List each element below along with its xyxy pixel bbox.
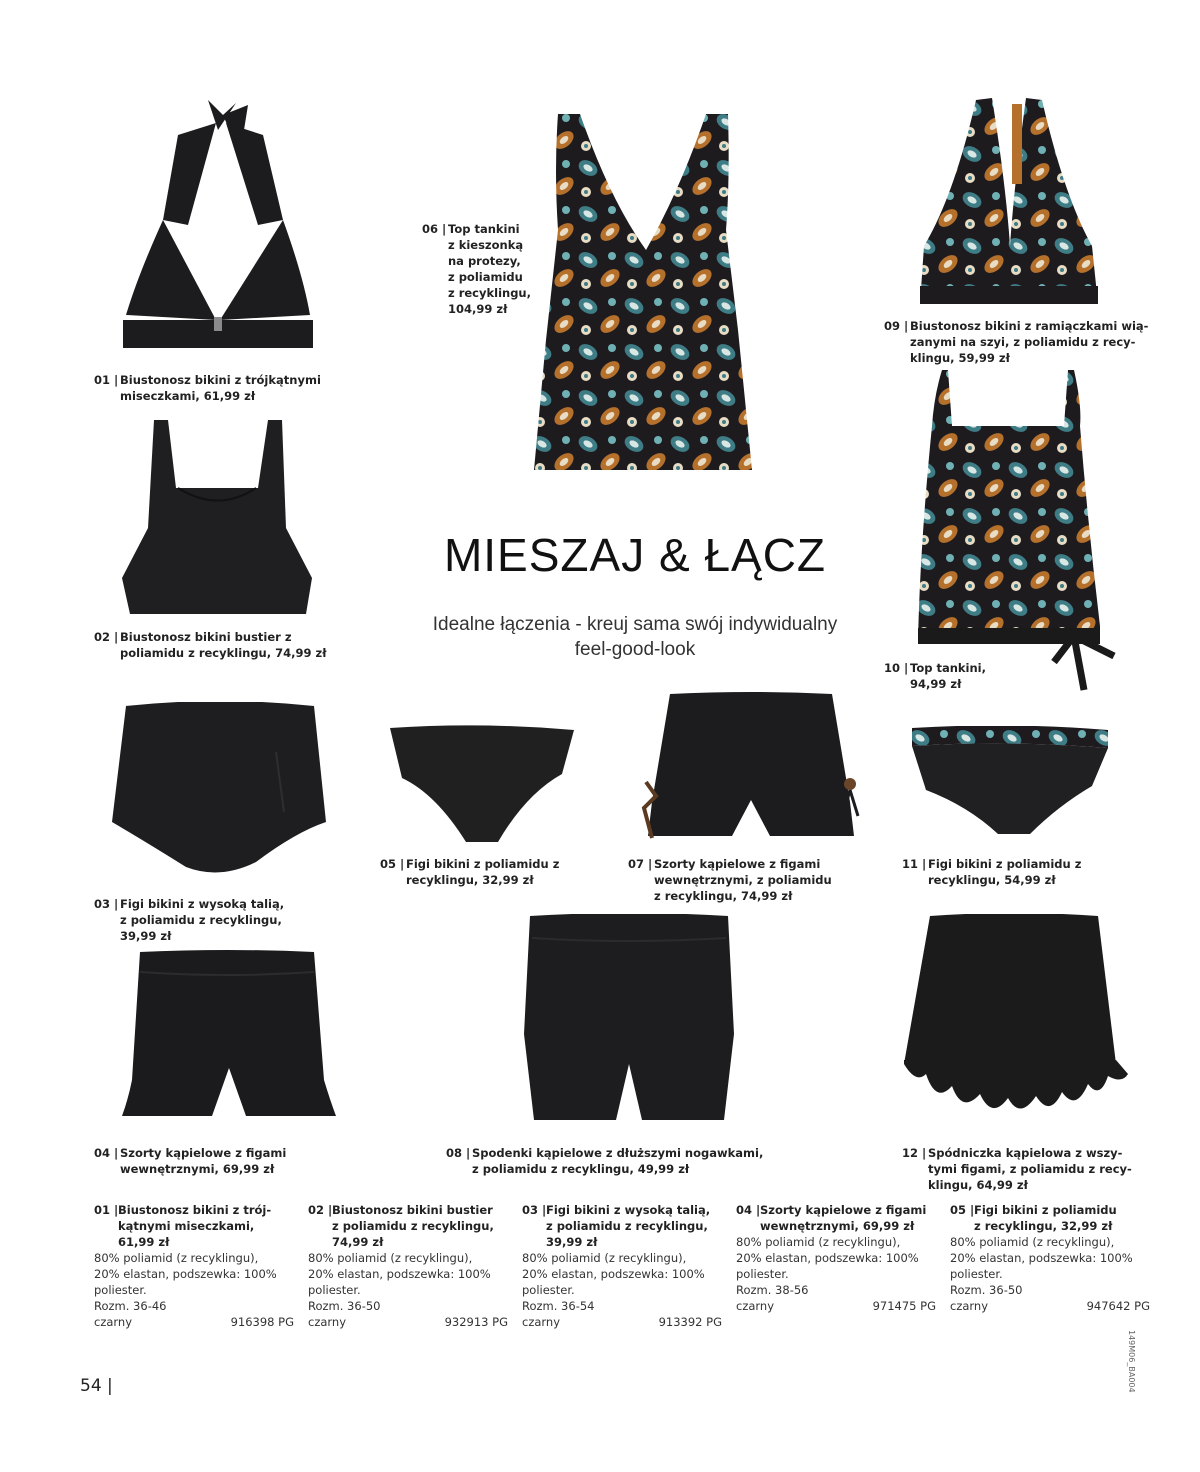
product-caption-08: 08 | Spodenki kąpielowe z dłuższymi nogawkami, z poliamidu z recyklingu, 49,99 zł: [446, 1146, 764, 1176]
spec-material: 80% poliamid (z recyklingu), 20% elastan, podszewka: 100% poliester.: [950, 1235, 1133, 1281]
product-image-09-halter-bikini-top: [914, 96, 1104, 308]
product-image-03-high-waist-briefs: [106, 702, 334, 880]
spec-block-03: [522, 1202, 722, 1330]
spec-size: Rozm. 36-54: [522, 1299, 595, 1313]
spec-color-row: [522, 1314, 722, 1330]
spec-color-row: [94, 1314, 294, 1330]
spec-color: czarny: [950, 1299, 989, 1313]
product-caption-12: 12 | Spódniczka kąpielowa z wszy- tymi figami, z poliamidu z recy- klingu, 64,99 zł: [902, 1146, 1132, 1192]
product-image-05-bikini-briefs: [386, 724, 578, 846]
spec-material: 80% poliamid (z recyklingu), 20% elastan, podszewka: 100% poliester.: [308, 1251, 491, 1297]
spec-code: 932913 PG: [444, 1315, 508, 1329]
product-caption-10: 10 | Top tankini, 94,99 zł: [884, 661, 986, 691]
page-subtitle: [330, 612, 940, 662]
product-caption-04: 04 | Szorty kąpielowe z figami wewnętrznymi, 69,99 zł: [94, 1146, 287, 1176]
spec-block-01: [94, 1202, 294, 1330]
spec-code: 913392 PG: [658, 1315, 722, 1329]
product-image-11-paisley-band-briefs: [908, 726, 1112, 838]
product-image-07-swim-shorts-ties: [640, 692, 862, 840]
spec-code: 947642 PG: [1086, 1299, 1150, 1313]
spec-block-04: [736, 1202, 936, 1314]
spec-heading: 04 | Szorty kąpielowe z figami wewnętrznymi, 69,99 zł: [736, 1203, 927, 1233]
spec-heading: 03 | Figi bikini z wysoką talią, z poliamidu z recyklingu, 39,99 zł: [522, 1203, 711, 1249]
catalog-code: 149M06_BA004: [1127, 1330, 1136, 1393]
spec-code: 971475 PG: [872, 1299, 936, 1313]
spec-code: 916398 PG: [230, 1315, 294, 1329]
subtitle-line-1: Idealne łączenia - kreuj sama swój indywidualny: [432, 614, 838, 635]
subtitle-line-2: feel-good-look: [574, 639, 696, 660]
spec-material: 80% poliamid (z recyklingu), 20% elastan, podszewka: 100% poliester.: [736, 1235, 919, 1281]
product-image-08-long-leg-shorts: [518, 914, 740, 1124]
product-caption-06: 06 | Top tankini z kieszonką na protezy, z poliamidu z recyklingu, 104,99 zł: [422, 222, 531, 316]
spec-size: Rozm. 36-50: [950, 1283, 1023, 1297]
spec-size: Rozm. 36-50: [308, 1299, 381, 1313]
spec-heading: 05 | Figi bikini z poliamidu z recyklingu, 32,99 zł: [950, 1203, 1117, 1233]
spec-color: czarny: [94, 1315, 133, 1329]
product-caption-09: 09 | Biustonosz bikini z ramiączkami wią- zanymi na szyi, z poliamidu z recy- klingu, 59,99 zł: [884, 319, 1149, 365]
product-image-12-swim-skirt: [896, 914, 1132, 1120]
page-number: 54 |: [80, 1376, 113, 1396]
product-image-01-triangle-bikini-top: [118, 95, 318, 360]
product-caption-01: 01 | Biustonosz bikini z trójkątnymi miseczkami, 61,99 zł: [94, 373, 321, 403]
spec-color-row: [736, 1298, 936, 1314]
product-image-06-tankini-top: [530, 110, 756, 472]
spec-material: 80% poliamid (z recyklingu), 20% elastan, podszewka: 100% poliester.: [94, 1251, 277, 1297]
spec-heading: 02 | Biustonosz bikini bustier z poliamidu z recyklingu, 74,99 zł: [308, 1203, 494, 1249]
product-image-10-tankini-tie: [914, 366, 1120, 692]
product-image-02-bustier-top: [118, 418, 316, 618]
spec-heading: 01 | Biustonosz bikini z trój- kątnymi miseczkami, 61,99 zł: [94, 1203, 272, 1249]
spec-color: czarny: [736, 1299, 775, 1313]
product-caption-02: 02 | Biustonosz bikini bustier z poliamidu z recyklingu, 74,99 zł: [94, 630, 327, 660]
spec-color: czarny: [522, 1315, 561, 1329]
product-caption-05: 05 | Figi bikini z poliamidu z recyklingu, 32,99 zł: [380, 857, 560, 887]
spec-size: Rozm. 38-56: [736, 1283, 809, 1297]
product-caption-07: 07 | Szorty kąpielowe z figami wewnętrznymi, z poliamidu z recyklingu, 74,99 zł: [628, 857, 832, 903]
spec-block-05: [950, 1202, 1150, 1314]
spec-size: Rozm. 36-46: [94, 1299, 167, 1313]
product-caption-11: 11 | Figi bikini z poliamidu z recyklingu, 54,99 zł: [902, 857, 1082, 887]
page-title: MIESZAJ & ŁĄCZ: [443, 529, 827, 581]
spec-color-row: [308, 1314, 508, 1330]
spec-block-02: [308, 1202, 508, 1330]
product-caption-03: 03 | Figi bikini z wysoką talią, z poliamidu z recyklingu, 39,99 zł: [94, 897, 285, 943]
spec-material: 80% poliamid (z recyklingu), 20% elastan, podszewka: 100% poliester.: [522, 1251, 705, 1297]
product-image-04-swim-shorts: [118, 950, 340, 1120]
spec-color: czarny: [308, 1315, 347, 1329]
spec-color-row: [950, 1298, 1150, 1314]
